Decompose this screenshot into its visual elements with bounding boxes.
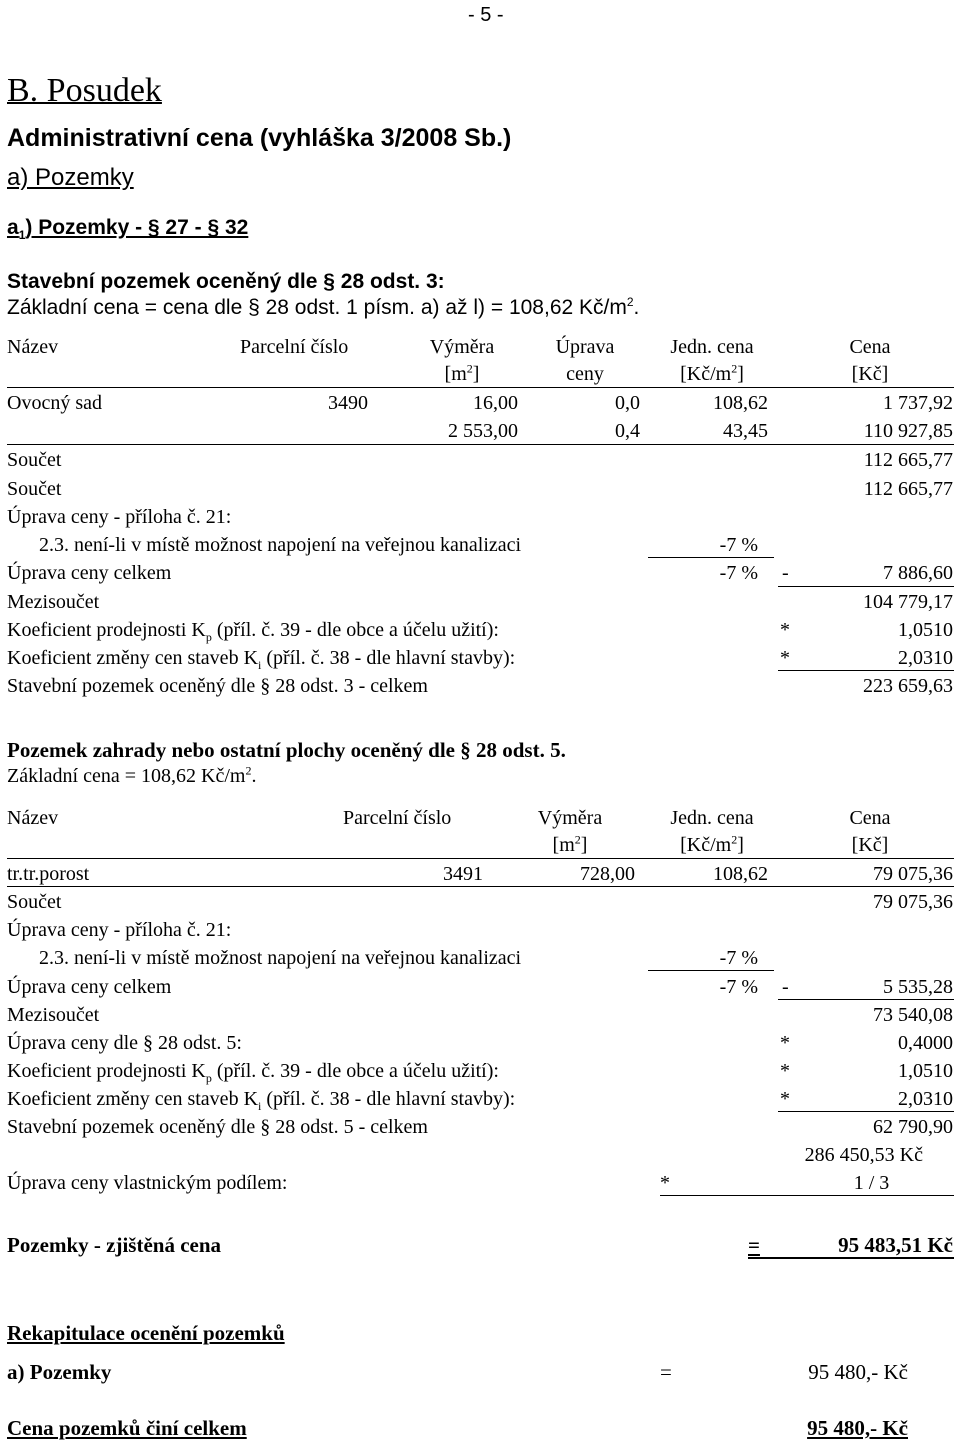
s1-header-cena: Cena — [849, 336, 891, 358]
table-row-area: 16,00 — [473, 392, 518, 414]
s1-soucet2-value: 112 665,77 — [863, 478, 953, 500]
page-number: - 5 - — [468, 4, 504, 26]
rekap-row-label: a) Pozemky — [7, 1360, 112, 1384]
s1-soucet1-label: Součet — [7, 449, 62, 471]
podil-label: Úprava ceny vlastnickým podílem: — [7, 1172, 288, 1194]
s2-kp-op: * — [780, 1060, 790, 1082]
s2-celkem-divider — [778, 999, 954, 1000]
s2-soucet-value: 79 075,36 — [873, 891, 953, 913]
s1-celkem-op: - — [782, 562, 789, 584]
table-row-unit: 108,62 — [713, 392, 768, 414]
table-row-area: 728,00 — [580, 863, 635, 885]
table-row-unit: 108,62 — [713, 863, 768, 885]
s1-celkem-value: 7 886,60 — [883, 562, 953, 584]
s1-item-23-pct: -7 % — [719, 534, 758, 556]
s2-header-m2: $[m^2]$ — [552, 832, 588, 856]
table-row-name: Ovocný sad — [7, 392, 102, 414]
a1-heading: $a_1$) Pozemky - § 27 - § 32 — [7, 216, 249, 243]
s2-odst5-label: Úprava ceny dle § 28 odst. 5: — [7, 1032, 242, 1054]
s2-ki-op: * — [780, 1088, 790, 1110]
table-row-parcel: 3491 — [443, 863, 483, 885]
s1-header-divider — [7, 387, 954, 388]
zjistena-label: Pozemky - zjištěná cena — [7, 1233, 222, 1257]
podil-divider — [660, 1195, 954, 1196]
s2-celkem-value: 5 535,28 — [883, 976, 953, 998]
s1-ki-divider — [778, 670, 954, 671]
s2-kp-label: Koeficient prodejnosti $K_p$ (příl. č. 39 - dle obce a účelu užití): — [7, 1060, 499, 1085]
s1-celkem-pct: -7 % — [719, 562, 758, 584]
rekap-row-op: = — [660, 1360, 672, 1384]
s2-header-cena: Cena — [849, 807, 891, 829]
s2-header-kcm2: $[Kč/m^2]$ — [680, 832, 744, 856]
s1-kp-op: * — [780, 619, 790, 641]
s1-header-ceny: ceny — [566, 363, 604, 385]
table-row-area: 2 553,00 — [448, 420, 518, 442]
s2-heading: Pozemek zahrady nebo ostatní plochy oceněný dle § 28 odst. 5. — [7, 738, 566, 762]
final-label: Cena pozemků činí celkem — [7, 1416, 247, 1440]
s2-celkem-op: - — [782, 976, 789, 998]
s1-base-price: Základní cena = cena dle § 28 odst. 1 písm. a) až l) = 108,62 $Kč/m^2$. — [7, 295, 640, 319]
s2-ki-value: 2,0310 — [898, 1088, 953, 1110]
s1-soucet1-value: 112 665,77 — [863, 449, 953, 471]
s1-mezisoucet-label: Mezisoučet — [7, 591, 100, 613]
podil-op: * — [660, 1172, 670, 1194]
s2-uprava-priloha: Úprava ceny - příloha č. 21: — [7, 919, 232, 941]
s2-item-23-text: 2.3. není-li v místě možnost napojení na veřejnou kanalizaci — [39, 947, 522, 969]
s1-header-kcm2: $[Kč/m^2]$ — [680, 361, 744, 385]
table-row-parcel: 3490 — [328, 392, 368, 414]
s1-header-uprava: Úprava — [555, 336, 615, 358]
s2-mezisoucet-value: 73 540,08 — [873, 1004, 953, 1026]
sum-all-value: 286 450,53 Kč — [804, 1144, 923, 1166]
s2-soucet-label: Součet — [7, 891, 62, 913]
s2-base-price: Základní cena = 108,62 $Kč/m^2$. — [7, 763, 257, 787]
table-row-name: tr.tr.porost — [7, 863, 90, 885]
s1-soucet2-label: Součet — [7, 478, 62, 500]
s2-total-label: Stavební pozemek oceněný dle § 28 odst. 5 - celkem — [7, 1116, 428, 1138]
s2-odst5-op: * — [780, 1032, 790, 1054]
rekap-title: Rekapitulace ocenění pozemků — [7, 1321, 285, 1345]
zjistena-value: 95 483,51 Kč — [838, 1233, 953, 1257]
s1-rows-divider — [7, 444, 954, 445]
s2-mezisoucet-label: Mezisoučet — [7, 1004, 100, 1026]
table-row-price: 1 737,92 — [883, 392, 953, 414]
podil-value: 1 / 3 — [853, 1172, 890, 1194]
s2-odst5-value: 0,4000 — [898, 1032, 953, 1054]
s1-uprava-priloha: Úprava ceny - příloha č. 21: — [7, 506, 232, 528]
s1-total-value: 223 659,63 — [863, 675, 953, 697]
s1-header-nazev: Název — [7, 336, 59, 358]
s2-rows-divider — [7, 886, 954, 887]
s1-header-vymera: Výměra — [429, 336, 495, 358]
zjistena-op: = — [748, 1233, 760, 1257]
s1-item-23-text: 2.3. není-li v místě možnost napojení na veřejnou kanalizaci — [39, 534, 522, 556]
pozemky-heading: a) Pozemky — [7, 164, 134, 191]
s1-celkem-label: Úprava ceny celkem — [7, 562, 172, 584]
s1-ki-op: * — [780, 647, 790, 669]
table-row-adj: 0,4 — [615, 420, 640, 442]
s2-header-parcelni: Parcelní číslo — [343, 807, 452, 829]
s2-total-value: 62 790,90 — [873, 1116, 953, 1138]
s2-kp-value: 1,0510 — [898, 1060, 953, 1082]
s1-total-label: Stavební pozemek oceněný dle § 28 odst. 3 - celkem — [7, 675, 428, 697]
table-row-price: 79 075,36 — [873, 863, 953, 885]
s1-heading: Stavební pozemek oceněný dle § 28 odst. 3: — [7, 270, 445, 293]
s1-header-jedn: Jedn. cena — [670, 336, 754, 358]
rekap-row-value: 95 480,- Kč — [808, 1360, 908, 1384]
s2-celkem-pct: -7 % — [719, 976, 758, 998]
final-value: 95 480,- Kč — [807, 1416, 908, 1440]
s1-ki-value: 2,0310 — [898, 647, 953, 669]
s2-ki-label: Koeficient změny cen staveb $K_i$ (příl. č. 38 - dle hlavní stavby): — [7, 1088, 516, 1113]
s1-mezisoucet-value: 104 779,17 — [863, 591, 953, 613]
table-row-adj: 0,0 — [615, 392, 640, 414]
s1-header-parcelni: Parcelní číslo — [240, 336, 349, 358]
s2-ki-divider — [778, 1111, 954, 1112]
s1-header-m2: $[m^2]$ — [444, 361, 480, 385]
s2-header-kc: [Kč] — [851, 834, 889, 856]
s2-celkem-label: Úprava ceny celkem — [7, 976, 172, 998]
section-title: B. Posudek — [7, 72, 162, 109]
s1-item-23-underline — [648, 557, 774, 558]
s2-header-nazev: Název — [7, 807, 59, 829]
s2-item-23-underline — [648, 970, 774, 971]
table-row-price: 110 927,85 — [863, 420, 953, 442]
s2-header-divider — [7, 858, 954, 859]
s2-header-jedn: Jedn. cena — [670, 807, 754, 829]
zjistena-underline — [748, 1257, 954, 1259]
s1-kp-label: Koeficient prodejnosti $K_p$ (příl. č. 39 - dle obce a účelu užití): — [7, 619, 499, 644]
s1-ki-label: Koeficient změny cen staveb $K_i$ (příl. č. 38 - dle hlavní stavby): — [7, 647, 516, 672]
s2-header-vymera: Výměra — [537, 807, 603, 829]
s1-kp-value: 1,0510 — [898, 619, 953, 641]
admin-title: Administrativní cena (vyhláška 3/2008 Sb.) — [7, 124, 512, 152]
s1-celkem-divider — [778, 586, 954, 587]
s1-header-kc: [Kč] — [851, 363, 889, 385]
table-row-unit: 43,45 — [723, 420, 768, 442]
s2-item-23-pct: -7 % — [719, 947, 758, 969]
